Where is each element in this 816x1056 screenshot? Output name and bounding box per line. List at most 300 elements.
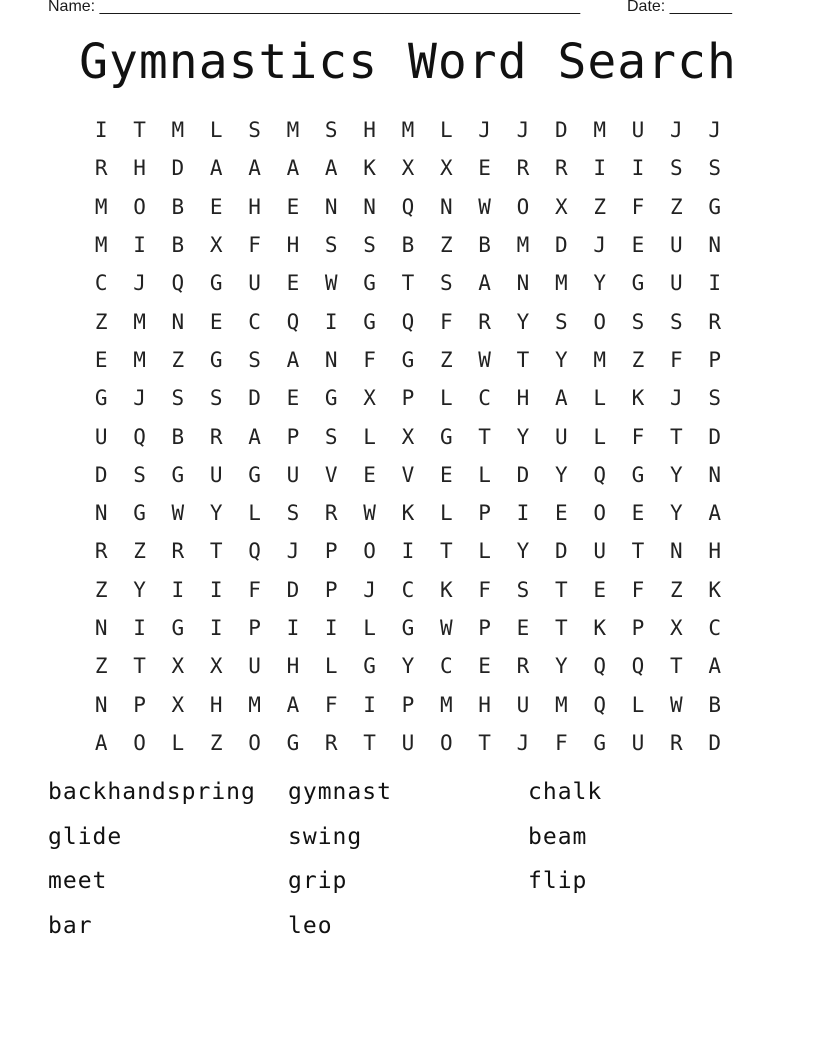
grid-letter[interactable]: E	[554, 501, 568, 526]
grid-letter[interactable]: A	[708, 654, 721, 679]
grid-letter[interactable]: M	[248, 692, 261, 717]
grid-letter[interactable]: Q	[286, 309, 300, 334]
grid-letter[interactable]: K	[439, 577, 453, 602]
grid-letter[interactable]: G	[363, 654, 376, 679]
grid-letter[interactable]: L	[439, 386, 453, 411]
grid-row	[82, 417, 734, 455]
grid-letter[interactable]: I	[593, 156, 606, 181]
grid-letter[interactable]: B	[708, 692, 721, 717]
grid-letter[interactable]: Z	[209, 730, 223, 755]
grid-letter[interactable]: A	[554, 386, 568, 411]
grid-letter[interactable]: Y	[554, 654, 568, 679]
grid-row	[82, 226, 734, 264]
grid-letter[interactable]: U	[554, 424, 568, 449]
grid-letter[interactable]: M	[94, 194, 108, 219]
grid-letter[interactable]: P	[248, 616, 261, 640]
grid-letter[interactable]: D	[554, 233, 568, 258]
grid-letter[interactable]: O	[439, 730, 453, 755]
grid-letter[interactable]: S	[516, 577, 530, 602]
grid-letter[interactable]: L	[439, 501, 453, 526]
grid-letter[interactable]: S	[324, 424, 338, 449]
grid-letter[interactable]: U	[631, 730, 645, 755]
grid-letter[interactable]: O	[516, 194, 530, 219]
grid-letter[interactable]: Z	[94, 654, 108, 679]
grid-letter[interactable]: M	[593, 347, 606, 372]
grid-letter[interactable]: J	[478, 118, 491, 143]
grid-letter[interactable]: I	[209, 616, 223, 640]
word-list-item: grip	[288, 868, 348, 894]
grid-letter[interactable]: M	[593, 118, 606, 143]
grid-letter[interactable]: G	[593, 730, 606, 755]
grid-letter[interactable]: G	[209, 347, 223, 372]
grid-row	[82, 685, 734, 723]
grid-letter[interactable]: E	[209, 194, 223, 219]
grid-letter[interactable]: D	[516, 462, 530, 487]
grid-letter[interactable]: R	[708, 309, 721, 334]
grid-letter[interactable]: Y	[133, 577, 146, 602]
grid-letter[interactable]: J	[670, 118, 683, 143]
grid-letter[interactable]: U	[248, 271, 261, 296]
grid-letter[interactable]: Y	[554, 347, 568, 372]
grid-letter[interactable]: L	[363, 616, 376, 640]
grid-letter[interactable]: P	[401, 692, 415, 717]
grid-letter[interactable]: C	[478, 386, 491, 411]
grid-letter[interactable]: H	[708, 539, 721, 564]
grid-letter[interactable]: G	[248, 462, 261, 487]
grid-letter[interactable]: E	[363, 462, 376, 487]
grid-letter[interactable]: X	[171, 692, 185, 717]
grid-letter[interactable]: J	[133, 271, 146, 296]
grid-letter[interactable]: G	[171, 616, 185, 640]
grid-letter[interactable]: K	[593, 616, 606, 640]
grid-letter[interactable]: C	[401, 577, 415, 602]
grid-letter[interactable]: W	[478, 347, 491, 372]
grid-letter[interactable]: S	[248, 347, 261, 372]
grid-letter[interactable]: K	[631, 386, 645, 411]
grid-letter[interactable]: C	[439, 654, 453, 679]
grid-letter[interactable]: N	[324, 194, 338, 219]
grid-letter[interactable]: D	[171, 156, 185, 181]
grid-letter[interactable]: Q	[593, 462, 606, 487]
grid-letter[interactable]: U	[670, 271, 683, 296]
grid-letter[interactable]: I	[94, 118, 108, 143]
grid-letter[interactable]: D	[708, 424, 721, 449]
grid-letter[interactable]: E	[593, 577, 606, 602]
grid-letter[interactable]: F	[631, 424, 645, 449]
grid-letter[interactable]: Z	[593, 194, 606, 219]
grid-letter[interactable]: X	[209, 233, 223, 258]
grid-row	[82, 111, 734, 149]
grid-letter[interactable]: G	[631, 271, 645, 296]
grid-letter[interactable]: X	[363, 386, 376, 411]
grid-letter[interactable]: R	[171, 539, 185, 564]
grid-letter[interactable]: N	[670, 539, 683, 564]
grid-letter[interactable]: Z	[171, 347, 185, 372]
grid-letter[interactable]: S	[209, 386, 223, 411]
grid-letter[interactable]: I	[708, 271, 721, 296]
grid-letter[interactable]: W	[670, 692, 683, 717]
grid-letter[interactable]: N	[94, 692, 108, 717]
grid-letter[interactable]: T	[631, 539, 645, 564]
grid-letter[interactable]: U	[209, 462, 223, 487]
grid-letter[interactable]: J	[516, 118, 530, 143]
grid-letter[interactable]: W	[439, 616, 453, 640]
grid-letter[interactable]: N	[439, 194, 453, 219]
grid-letter[interactable]: J	[516, 730, 530, 755]
grid-letter[interactable]: B	[171, 424, 185, 449]
grid-letter[interactable]: T	[133, 118, 146, 143]
grid-letter[interactable]: M	[133, 347, 146, 372]
grid-letter[interactable]: D	[708, 730, 721, 755]
grid-letter[interactable]: P	[286, 424, 300, 449]
grid-letter[interactable]: P	[324, 577, 338, 602]
grid-letter[interactable]: G	[133, 501, 146, 526]
grid-letter[interactable]: E	[631, 501, 645, 526]
word-list-item: flip	[528, 868, 588, 894]
grid-letter[interactable]: Q	[248, 539, 261, 564]
grid-letter[interactable]: A	[286, 347, 300, 372]
grid-letter[interactable]: H	[133, 156, 146, 181]
grid-letter[interactable]: S	[670, 309, 683, 334]
grid-letter[interactable]: X	[209, 654, 223, 679]
grid-letter[interactable]: S	[324, 233, 338, 258]
grid-letter[interactable]: Y	[516, 424, 530, 449]
grid-letter[interactable]: D	[286, 577, 300, 602]
grid-letter[interactable]: S	[286, 501, 300, 526]
grid-letter[interactable]: U	[286, 462, 300, 487]
grid-letter[interactable]: N	[708, 462, 721, 487]
grid-letter[interactable]: R	[478, 309, 491, 334]
grid-letter[interactable]: J	[133, 386, 146, 411]
grid-letter[interactable]: P	[478, 616, 491, 640]
grid-letter[interactable]: A	[324, 156, 338, 181]
grid-letter[interactable]: L	[248, 501, 261, 526]
grid-letter[interactable]: G	[363, 309, 376, 334]
grid-letter[interactable]: G	[401, 616, 415, 640]
grid-letter[interactable]: L	[209, 118, 223, 143]
grid-letter[interactable]: W	[324, 271, 338, 296]
grid-letter[interactable]: F	[478, 577, 491, 602]
grid-letter[interactable]: Y	[554, 462, 568, 487]
grid-letter[interactable]: N	[324, 347, 338, 372]
grid-letter[interactable]: L	[593, 424, 606, 449]
grid-letter[interactable]: I	[363, 692, 376, 717]
grid-letter[interactable]: B	[478, 233, 491, 258]
grid-letter[interactable]: Z	[631, 347, 645, 372]
grid-letter[interactable]: T	[439, 539, 453, 564]
grid-letter[interactable]: Q	[401, 194, 415, 219]
grid-letter[interactable]: T	[363, 730, 376, 755]
grid-letter[interactable]: D	[554, 539, 568, 564]
grid-letter[interactable]: S	[554, 309, 568, 334]
grid-letter[interactable]: L	[478, 462, 491, 487]
grid-letter[interactable]: L	[478, 539, 491, 564]
grid-letter[interactable]: I	[133, 616, 146, 640]
grid-letter[interactable]: K	[363, 156, 376, 181]
grid-letter[interactable]: U	[94, 424, 108, 449]
grid-letter[interactable]: R	[209, 424, 223, 449]
grid-letter[interactable]: H	[209, 692, 223, 717]
grid-letter[interactable]: T	[209, 539, 223, 564]
grid-letter[interactable]: O	[593, 309, 606, 334]
grid-letter[interactable]: S	[248, 118, 261, 143]
grid-letter[interactable]: H	[516, 386, 530, 411]
grid-letter[interactable]: S	[708, 386, 721, 411]
grid-letter[interactable]: T	[554, 577, 568, 602]
grid-letter[interactable]: S	[171, 386, 185, 411]
grid-row	[82, 532, 734, 570]
grid-letter[interactable]: C	[708, 616, 721, 640]
grid-letter[interactable]: P	[324, 539, 338, 564]
grid-letter[interactable]: A	[286, 156, 300, 181]
grid-letter[interactable]: M	[171, 118, 185, 143]
grid-letter[interactable]: Y	[516, 309, 530, 334]
grid-letter[interactable]: G	[708, 194, 721, 219]
grid-letter[interactable]: I	[324, 616, 338, 640]
grid-letter[interactable]: N	[171, 309, 185, 334]
grid-letter[interactable]: S	[439, 271, 453, 296]
grid-letter[interactable]: G	[324, 386, 338, 411]
grid-letter[interactable]: G	[171, 462, 185, 487]
grid-letter[interactable]: T	[133, 654, 146, 679]
grid-letter[interactable]: J	[670, 386, 683, 411]
grid-letter[interactable]: R	[94, 156, 108, 181]
grid-letter[interactable]: E	[478, 156, 491, 181]
grid-letter[interactable]: B	[401, 233, 415, 258]
grid-letter[interactable]: F	[631, 577, 645, 602]
grid-letter[interactable]: O	[363, 539, 376, 564]
grid-letter[interactable]: L	[363, 424, 376, 449]
grid-letter[interactable]: D	[94, 462, 108, 487]
grid-letter[interactable]: O	[133, 194, 146, 219]
grid-letter[interactable]: X	[401, 156, 415, 181]
grid-letter[interactable]: A	[248, 424, 261, 449]
grid-letter[interactable]: F	[439, 309, 453, 334]
grid-letter[interactable]: I	[133, 233, 146, 258]
grid-letter[interactable]: M	[554, 271, 568, 296]
grid-letter[interactable]: A	[209, 156, 223, 181]
grid-letter[interactable]: E	[286, 386, 300, 411]
grid-letter[interactable]: P	[478, 501, 491, 526]
grid-letter[interactable]: S	[631, 309, 645, 334]
grid-letter[interactable]: F	[324, 692, 338, 717]
grid-letter[interactable]: R	[554, 156, 568, 181]
grid-letter[interactable]: A	[94, 730, 108, 755]
grid-letter[interactable]: G	[363, 271, 376, 296]
grid-letter[interactable]: M	[516, 233, 530, 258]
grid-letter[interactable]: M	[554, 692, 568, 717]
grid-letter[interactable]: P	[708, 347, 721, 372]
grid-letter[interactable]: T	[670, 654, 683, 679]
grid-letter[interactable]: M	[94, 233, 108, 258]
grid-letter[interactable]: Y	[593, 271, 606, 296]
grid-letter[interactable]: M	[401, 118, 415, 143]
grid-letter[interactable]: B	[171, 194, 185, 219]
grid-letter[interactable]: X	[171, 654, 185, 679]
grid-letter[interactable]: E	[439, 462, 453, 487]
grid-letter[interactable]: I	[209, 577, 223, 602]
grid-letter[interactable]: F	[554, 730, 568, 755]
grid-letter[interactable]: P	[133, 692, 146, 717]
grid-letter[interactable]: W	[478, 194, 491, 219]
grid-letter[interactable]: F	[670, 347, 683, 372]
grid-letter[interactable]: F	[248, 577, 261, 602]
grid-letter[interactable]: N	[516, 271, 530, 296]
grid-letter[interactable]: L	[439, 118, 453, 143]
grid-letter[interactable]: D	[554, 118, 568, 143]
grid-letter[interactable]: J	[708, 118, 721, 143]
grid-letter[interactable]: Y	[209, 501, 223, 526]
grid-letter[interactable]: L	[171, 730, 185, 755]
grid-letter[interactable]: I	[324, 309, 338, 334]
grid-letter[interactable]: L	[324, 654, 338, 679]
grid-letter[interactable]: N	[94, 501, 108, 526]
grid-letter[interactable]: C	[94, 271, 108, 296]
grid-letter[interactable]: G	[439, 424, 453, 449]
grid-letter[interactable]: F	[631, 194, 645, 219]
grid-letter[interactable]: T	[670, 424, 683, 449]
grid-letter[interactable]: N	[708, 233, 721, 258]
date-field-label[interactable]: Date: _______	[627, 0, 732, 15]
grid-letter[interactable]: E	[631, 233, 645, 258]
word-list-item: chalk	[528, 779, 603, 805]
grid-letter[interactable]: I	[286, 616, 300, 640]
grid-letter[interactable]: Y	[670, 462, 683, 487]
grid-letter[interactable]: P	[631, 616, 645, 640]
grid-letter[interactable]: R	[324, 501, 338, 526]
grid-letter[interactable]: R	[324, 730, 338, 755]
grid-letter[interactable]: K	[708, 577, 721, 602]
grid-letter[interactable]: A	[478, 271, 491, 296]
grid-letter[interactable]: T	[478, 730, 491, 755]
grid-letter[interactable]: A	[286, 692, 300, 717]
grid-letter[interactable]: G	[94, 386, 108, 411]
grid-letter[interactable]: F	[363, 347, 376, 372]
grid-letter[interactable]: Q	[593, 654, 606, 679]
grid-letter[interactable]: A	[248, 156, 261, 181]
grid-letter[interactable]: O	[248, 730, 261, 755]
grid-letter[interactable]: T	[554, 616, 568, 640]
grid-letter[interactable]: Y	[670, 501, 683, 526]
grid-letter[interactable]: H	[363, 118, 376, 143]
grid-letter[interactable]: E	[516, 616, 530, 640]
grid-letter[interactable]: H	[478, 692, 491, 717]
grid-letter[interactable]: U	[670, 233, 683, 258]
grid-letter[interactable]: S	[363, 233, 376, 258]
grid-letter[interactable]: Q	[171, 271, 185, 296]
name-field-label[interactable]: Name: ______________________________________________________	[48, 0, 581, 15]
grid-letter[interactable]: J	[593, 233, 606, 258]
word-list-item: bar	[48, 912, 93, 939]
grid-letter[interactable]: U	[401, 730, 415, 755]
grid-letter[interactable]: M	[286, 118, 300, 143]
grid-letter[interactable]: H	[286, 654, 300, 679]
grid-letter[interactable]: X	[439, 156, 453, 181]
grid-letter[interactable]: V	[401, 462, 415, 487]
grid-letter[interactable]: R	[94, 539, 108, 564]
grid-letter[interactable]: O	[133, 730, 146, 755]
grid-letter[interactable]: E	[286, 194, 300, 219]
grid-letter[interactable]: I	[401, 539, 415, 564]
grid-letter[interactable]: I	[631, 156, 645, 181]
grid-letter[interactable]: M	[133, 309, 146, 334]
grid-letter[interactable]: U	[631, 118, 645, 143]
grid-letter[interactable]: Z	[439, 233, 453, 258]
grid-letter[interactable]: E	[209, 309, 223, 334]
grid-letter[interactable]: J	[286, 539, 300, 564]
grid-letter[interactable]: L	[593, 386, 606, 411]
grid-letter[interactable]: L	[631, 692, 645, 717]
grid-letter[interactable]: S	[708, 156, 721, 181]
grid-letter[interactable]: M	[439, 692, 453, 717]
grid-letter[interactable]: G	[209, 271, 223, 296]
grid-letter[interactable]: Z	[94, 577, 108, 602]
grid-letter[interactable]: Z	[670, 577, 683, 602]
grid-letter[interactable]: H	[286, 233, 300, 258]
grid-letter[interactable]: B	[171, 233, 185, 258]
grid-letter[interactable]: C	[248, 309, 261, 334]
grid-letter[interactable]: X	[401, 424, 415, 449]
grid-letter[interactable]: I	[171, 577, 185, 602]
grid-letter[interactable]: G	[286, 730, 300, 755]
grid-letter[interactable]: N	[363, 194, 376, 219]
grid-letter[interactable]: K	[401, 501, 415, 526]
grid-letter[interactable]: G	[401, 347, 415, 372]
grid-letter[interactable]: Y	[401, 654, 415, 679]
grid-letter[interactable]: I	[516, 501, 530, 526]
grid-letter[interactable]: E	[94, 347, 108, 372]
grid-letter[interactable]: E	[286, 271, 300, 296]
grid-letter[interactable]: R	[516, 156, 530, 181]
grid-letter[interactable]: H	[248, 194, 261, 219]
grid-letter[interactable]: N	[94, 616, 108, 640]
grid-letter[interactable]: Z	[439, 347, 453, 372]
grid-letter[interactable]: E	[478, 654, 491, 679]
grid-letter[interactable]: Z	[670, 194, 683, 219]
grid-letter[interactable]: R	[516, 654, 530, 679]
grid-letter[interactable]: Z	[94, 309, 108, 334]
grid-letter[interactable]: O	[593, 501, 606, 526]
grid-letter[interactable]: U	[516, 692, 530, 717]
grid-letter[interactable]: Z	[133, 539, 146, 564]
grid-letter[interactable]: G	[631, 462, 645, 487]
grid-letter[interactable]: S	[324, 118, 338, 143]
grid-letter[interactable]: R	[670, 730, 683, 755]
grid-letter[interactable]: T	[401, 271, 415, 296]
grid-letter[interactable]: S	[133, 462, 146, 487]
grid-letter[interactable]: S	[670, 156, 683, 181]
grid-letter[interactable]: F	[248, 233, 261, 258]
grid-letter[interactable]: T	[516, 347, 530, 372]
grid-letter[interactable]: X	[554, 194, 568, 219]
grid-letter[interactable]: Q	[593, 692, 606, 717]
grid-letter[interactable]: P	[401, 386, 415, 411]
grid-letter[interactable]: Q	[401, 309, 415, 334]
grid-letter[interactable]: T	[478, 424, 491, 449]
grid-letter[interactable]: Q	[133, 424, 146, 449]
grid-letter[interactable]: V	[324, 462, 338, 487]
grid-letter[interactable]: Y	[516, 539, 530, 564]
grid-letter[interactable]: D	[248, 386, 261, 411]
grid-letter[interactable]: X	[670, 616, 683, 640]
grid-letter[interactable]: Q	[631, 654, 645, 679]
grid-letter[interactable]: U	[593, 539, 606, 564]
grid-letter[interactable]: W	[171, 501, 185, 526]
grid-letter[interactable]: W	[363, 501, 376, 526]
grid-letter[interactable]: U	[248, 654, 261, 679]
grid-letter[interactable]: J	[363, 577, 376, 602]
grid-letter[interactable]: A	[708, 501, 721, 526]
